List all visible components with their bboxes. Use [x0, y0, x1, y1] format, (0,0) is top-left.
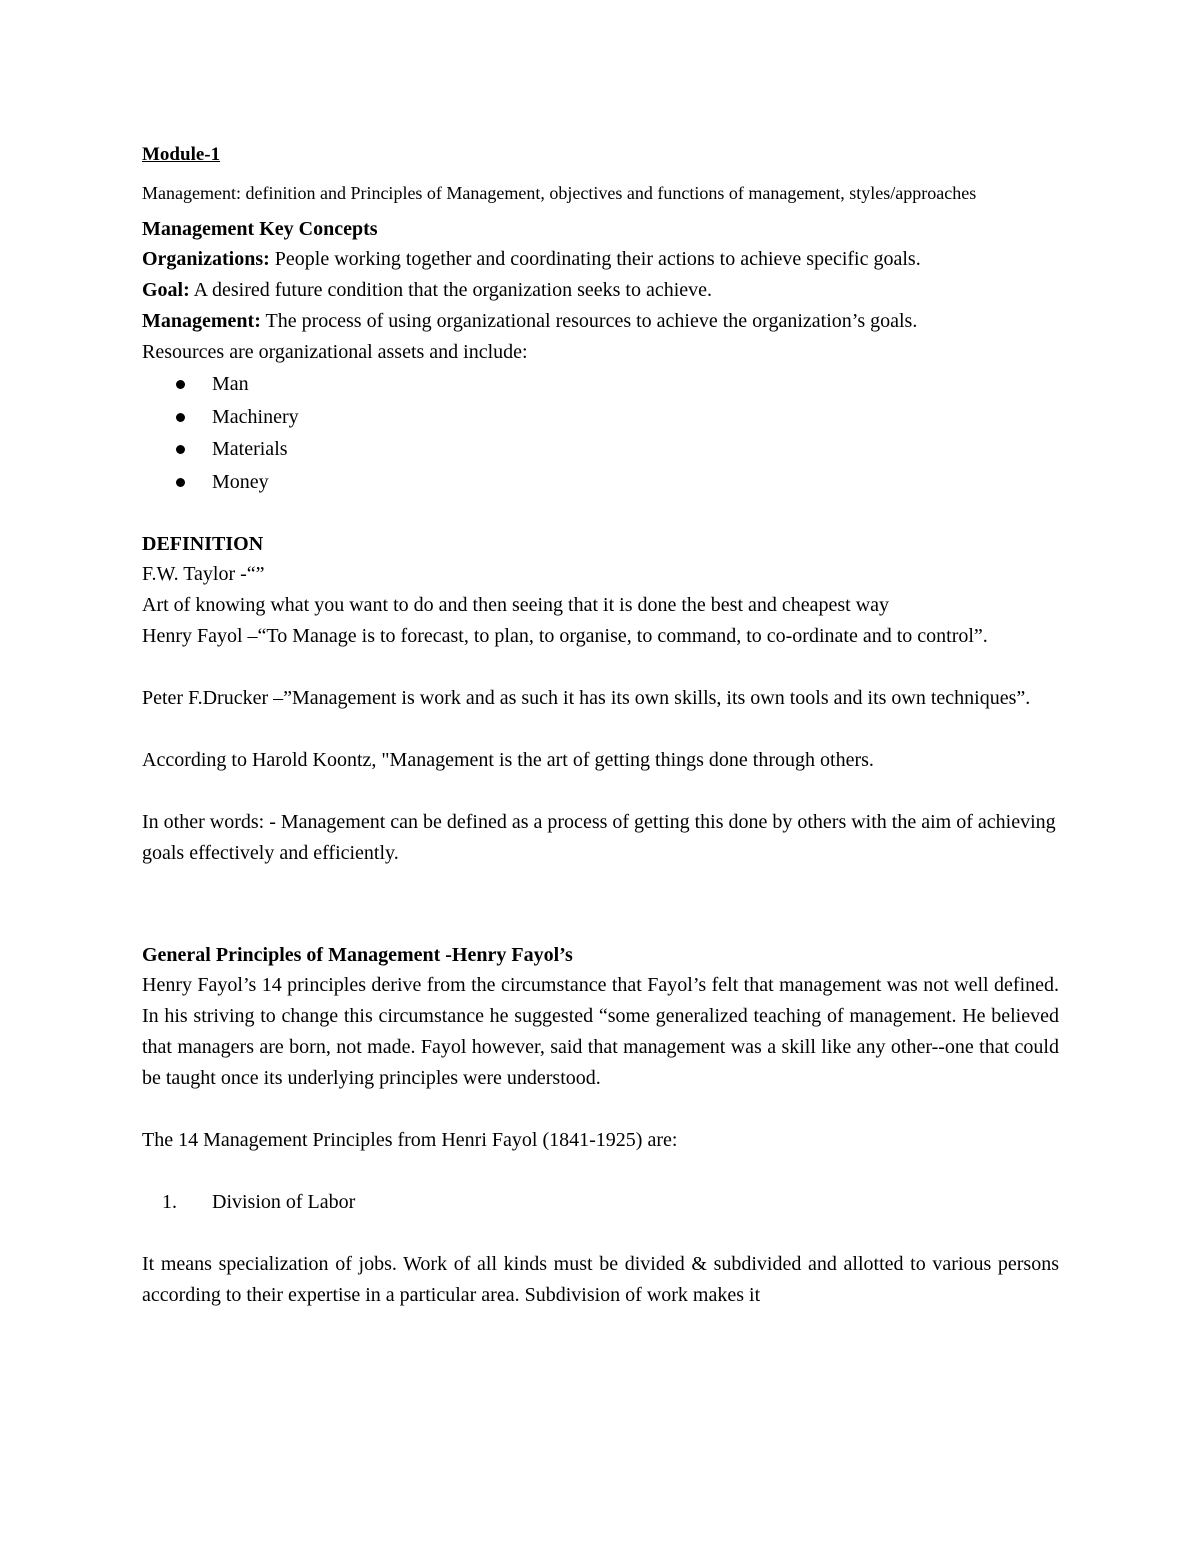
list-item-label: Materials [212, 438, 288, 460]
bullet-icon [176, 478, 185, 487]
principles-heading: General Principles of Management -Henry Fayol’s [142, 944, 573, 966]
definition-heading: DEFINITION [142, 533, 264, 555]
list-item-label: Division of Labor [212, 1191, 356, 1213]
list-item [142, 1187, 1059, 1218]
organizations-text: People working together and coordinating their actions to achieve specific goals. [269, 248, 921, 270]
organizations-label: Organizations: [142, 248, 270, 270]
taylor-definition: Art of knowing what you want to do and then seeing that it is done the best and cheapest way [142, 594, 890, 616]
spacer [142, 909, 1059, 940]
list-item [142, 368, 1059, 401]
goal-definition [142, 275, 1059, 306]
list-item-label: Machinery [212, 405, 299, 428]
management-definition [142, 306, 1059, 337]
organizations-definition [142, 244, 1059, 275]
spacer [142, 1094, 1059, 1125]
spacer [142, 714, 1059, 745]
list-item-label: Money [212, 470, 269, 493]
management-text: The process of using organizational resources to achieve the organization’s goals. [260, 310, 918, 332]
document-page [142, 140, 1059, 1311]
spacer [142, 498, 1059, 529]
key-concepts-heading: Management Key Concepts [142, 218, 378, 240]
spacer [142, 869, 1059, 909]
module-title: Module-1 [142, 144, 221, 165]
list-item [142, 433, 1059, 466]
spacer [142, 1156, 1059, 1187]
fayol-definition: Henry Fayol –“To Manage is to forecast, to plan, to organise, to command, to co-ordinate and to control”. [142, 625, 988, 647]
taylor-attribution: F.W. Taylor -“” [142, 563, 265, 585]
principles-paragraph: Henry Fayol’s 14 principles derive from the circumstance that Fayol’s felt that management was not well defined. In his striving to change this circumstance he suggested “some generalized teaching of management. He believed that managers are born, not made. Fayol however, said that management was a skill like any other--one that could be taught once its underlying principles were understood. [142, 974, 1059, 1089]
bullet-icon [176, 380, 185, 389]
list-item [142, 466, 1059, 499]
division-of-labor-text: It means specialization of jobs. Work of all kinds must be divided & subdivided and allotted to various persons according to their expertise in a particular area. Subdivision of work makes it [142, 1253, 1059, 1306]
list-item [142, 401, 1059, 434]
goal-text: A desired future condition that the organization seeks to achieve. [189, 279, 713, 301]
list-item-label: Man [212, 373, 249, 395]
koontz-definition: According to Harold Koontz, "Management is the art of getting things done through others. [142, 749, 874, 771]
bullet-icon [176, 413, 185, 422]
management-label: Management: [142, 310, 261, 332]
spacer [142, 652, 1059, 683]
list-item-number: 1. [162, 1191, 177, 1213]
spacer [142, 1218, 1059, 1249]
bullet-icon [176, 445, 185, 454]
resources-list [142, 368, 1059, 498]
drucker-definition: Peter F.Drucker –”Management is work and as such it has its own skills, its own tools and its own techniques”. [142, 687, 1031, 709]
spacer [142, 776, 1059, 807]
principles-list-intro: The 14 Management Principles from Henri Fayol (1841-1925) are: [142, 1129, 678, 1151]
other-words-definition: In other words: - Management can be defined as a process of getting this done by others with the aim of achieving goals effectively and efficiently. [142, 811, 1056, 864]
goal-label: Goal: [142, 279, 190, 301]
module-intro: Management: definition and Principles of Management, objectives and functions of management, styles/approaches [142, 183, 977, 203]
resources-intro: Resources are organizational assets and include: [142, 341, 528, 363]
